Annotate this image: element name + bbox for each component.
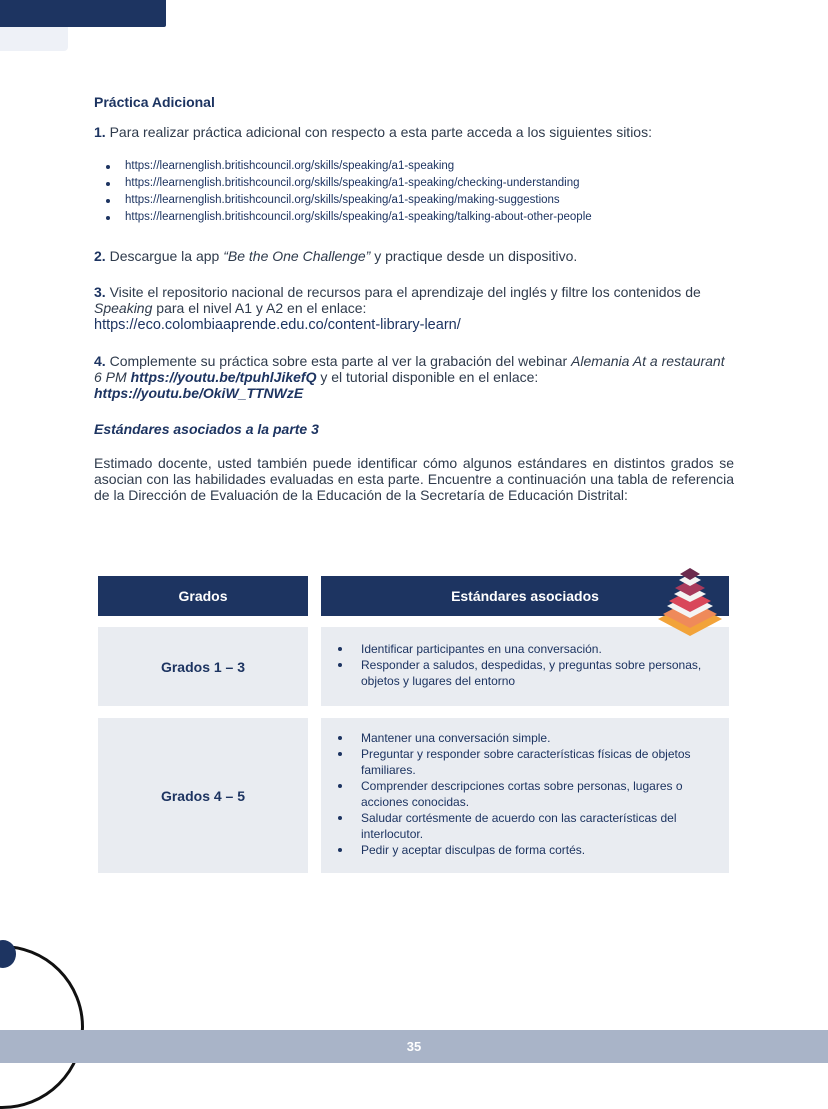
item-3-pre: Visite el repositorio nacional de recursos para el aprendizaje del inglés y filtre los contenidos de — [105, 284, 701, 300]
list-item: Responder a saludos, despedidas, y preguntas sobre personas, objetos y lugares del entorno — [321, 657, 729, 689]
item-2-pre: Descargue la app — [109, 248, 224, 264]
standards-title: Estándares asociados a la parte 3 — [94, 421, 319, 437]
colombia-aprende-link[interactable]: https://eco.colombiaaprende.edu.co/content-library-learn/ — [94, 317, 461, 333]
standards-text: Estimado docente, usted también puede identificar cómo algunos estándares en distintos grados se asocian con las habilidades evaluadas en esta parte. Encuentre a continuación una tabla de referencia de la Dirección de Evaluación de la Educación de la Secretaría de Educación Distrital: — [94, 455, 734, 503]
item-4-pre: Complemente su práctica sobre esta parte al ver la grabación del webinar — [109, 353, 572, 369]
grade-cell-4-5: Grados 4 – 5 — [98, 718, 308, 873]
item-1-number: 1. — [94, 124, 106, 140]
circle-decoration — [0, 945, 84, 1109]
list-item: Saludar cortésmente de acuerdo con las características del interlocutor. — [321, 810, 729, 842]
page-number: 35 — [406, 1039, 422, 1054]
corner-decoration — [0, 0, 166, 27]
standards-list — [321, 718, 729, 858]
item-3-number: 3. — [94, 284, 106, 300]
item-1 — [94, 124, 734, 140]
table-header-standards: Estándares asociados — [321, 576, 729, 616]
list-item: Mantener una conversación simple. — [321, 730, 729, 746]
link-item[interactable] — [106, 192, 734, 209]
list-item: Comprender descripciones cortas sobre personas, lugares o acciones conocidas. — [321, 778, 729, 810]
app-name: “Be the One Challenge” — [223, 248, 371, 264]
list-item: Identificar participantes en una conversación. — [321, 641, 729, 657]
item-4-number: 4. — [94, 353, 106, 369]
item-4 — [94, 353, 734, 401]
webinar-link[interactable]: https://youtu.be/tpuhlJikefQ — [130, 369, 317, 385]
item-1-text: Para realizar práctica adicional con respecto a esta parte acceda a los siguientes sitios: — [109, 124, 652, 140]
webinar-name: Alemania At a restaurant 6 PM — [94, 353, 725, 385]
grade-cell-1-3: Grados 1 – 3 — [98, 627, 308, 706]
section-heading: Práctica Adicional — [94, 94, 215, 110]
link-talking-about-other-people[interactable]: https://learnenglish.britishcouncil.org/skills/speaking/a1-speaking/talking-about-other-people — [125, 211, 592, 223]
main-content — [94, 94, 734, 503]
pyramid-icon — [655, 562, 725, 642]
table-header-grades: Grados — [98, 576, 308, 616]
list-item: Pedir y aceptar disculpas de forma cortés. — [321, 842, 729, 858]
item-2 — [94, 248, 734, 264]
corner-shadow-decoration — [0, 27, 68, 51]
item-4-mid: y el tutorial disponible en el enlace: — [316, 369, 539, 385]
item-3-em: Speaking — [94, 300, 153, 316]
item-3 — [94, 284, 734, 333]
item-3-post: para el nivel A1 y A2 en el enlace: — [152, 300, 367, 316]
item-2-post: y practique desde un dispositivo. — [370, 248, 578, 264]
page-footer — [0, 1030, 828, 1063]
link-a1-speaking[interactable]: https://learnenglish.britishcouncil.org/skills/speaking/a1-speaking — [125, 160, 455, 172]
tutorial-link[interactable]: https://youtu.be/OkiW_TTNWzE — [94, 385, 304, 401]
link-making-suggestions[interactable]: https://learnenglish.britishcouncil.org/skills/speaking/a1-speaking/making-suggestions — [125, 194, 560, 206]
link-item[interactable] — [106, 158, 734, 175]
standards-cell-4-5 — [321, 718, 729, 873]
link-item[interactable] — [106, 209, 734, 226]
list-item: Preguntar y responder sobre características físicas de objetos familiares. — [321, 746, 729, 778]
link-checking-understanding[interactable]: https://learnenglish.britishcouncil.org/skills/speaking/a1-speaking/checking-understanding — [125, 177, 580, 189]
link-item[interactable] — [106, 175, 734, 192]
link-list — [94, 158, 734, 226]
item-2-number: 2. — [94, 248, 106, 264]
